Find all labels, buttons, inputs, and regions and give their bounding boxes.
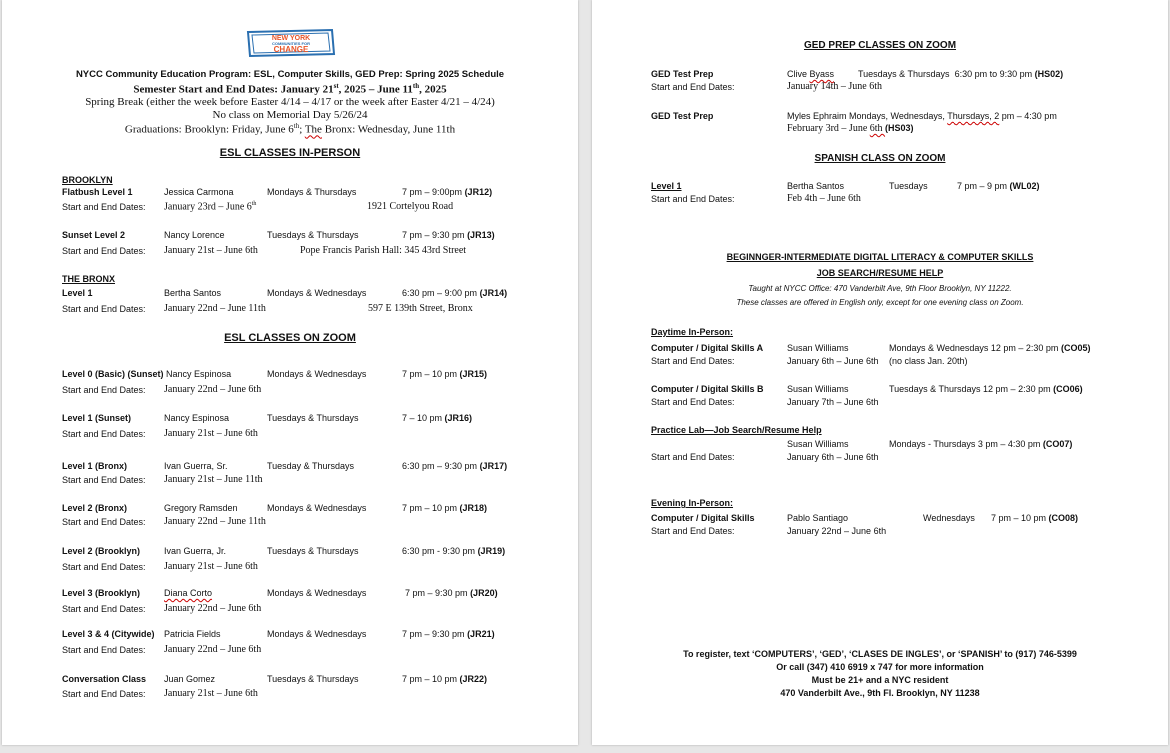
- class-days: Mondays & Wednesdays: [267, 629, 367, 639]
- memorial-day-note: No class on Memorial Day 5/26/24: [212, 109, 368, 121]
- teacher-name: Clive Byass: [787, 69, 835, 79]
- semester-dates: Semester Start and End Dates: January 21st, 2025 – June 11th, 2025: [133, 82, 447, 96]
- dates-label: Start and End Dates:: [62, 562, 146, 572]
- class-days: Tuesdays: [889, 181, 928, 191]
- dates-label: Start and End Dates:: [651, 194, 735, 204]
- class-name: Level 1: [62, 288, 93, 298]
- class-name: GED Test Prep: [651, 111, 714, 121]
- nycc-logo: [246, 28, 336, 58]
- class-dates: January 21st – June 6th: [164, 561, 258, 572]
- bronx-heading: THE BRONX: [62, 274, 116, 284]
- class-days: Mondays - Thursdays 3 pm – 4:30 pm (CO07): [889, 439, 1073, 449]
- class-time: 7 pm – 10 pm (JR22): [402, 674, 488, 684]
- class-dates: January 6th – June 6th: [787, 452, 879, 462]
- dates-label: Start and End Dates:: [62, 385, 146, 395]
- teacher-name: Ivan Guerra, Jr.: [164, 546, 227, 556]
- class-days: Mondays & Wednesdays 12 pm – 2:30 pm (CO05): [889, 343, 1091, 353]
- class-days: Wednesdays: [923, 513, 975, 523]
- class-time: 6:30 pm – 9:00 pm (JR14): [402, 288, 508, 298]
- class-name: Conversation Class: [62, 674, 147, 684]
- class-location: 1921 Cortelyou Road: [367, 201, 454, 212]
- class-days: Tuesdays & Thursdays 12 pm – 2:30 pm (CO06): [889, 384, 1083, 394]
- teacher-name: Bertha Santos: [164, 288, 222, 298]
- dates-label: Start and End Dates:: [62, 604, 146, 614]
- class-time: 7 pm – 9 pm (WL02): [957, 181, 1040, 191]
- class-dates: January 23rd – June 6th: [164, 201, 257, 213]
- class-days: Mondays & Thursdays: [267, 187, 357, 197]
- document-title: NYCC Community Education Program: ESL, Computer Skills, GED Prep: Spring 2025 Schedule: [75, 69, 505, 80]
- logo-line-1: NEW YORK: [271, 35, 311, 42]
- class-name: Computer / Digital Skills: [651, 513, 755, 523]
- class-name: Flatbush Level 1: [62, 187, 133, 197]
- class-name: GED Test Prep: [651, 69, 714, 79]
- register-line: To register, text ‘COMPUTERS’, ‘GED’, ‘CLASES DE INGLES’, or ‘SPANISH’ to (917) 746-5399: [683, 649, 1077, 659]
- office-note: Taught at NYCC Office: 470 Vanderbilt Ave, 9th Floor Brooklyn, NY 11222.: [748, 284, 1012, 293]
- class-dates: January 22nd – June 6th: [164, 603, 262, 614]
- class-name: Level 3 (Brooklyn): [62, 588, 141, 598]
- class-dates: January 21st – June 6th: [164, 245, 258, 256]
- teacher-name: Susan Williams: [787, 439, 849, 449]
- class-dates: January 21st – June 6th: [164, 428, 258, 439]
- class-name: Computer / Digital Skills B: [651, 384, 764, 394]
- class-name: Level 1 (Bronx): [62, 461, 128, 471]
- graduations-note: Graduations: Brooklyn: Friday, June 6th; The Bronx: Wednesday, June 11th: [124, 122, 456, 136]
- teacher-name: Susan Williams: [787, 343, 849, 353]
- teacher-name: Jessica Carmona: [164, 187, 234, 197]
- dates-label: Start and End Dates:: [62, 246, 146, 256]
- logo-line-2: COMMUNITIES FOR: [272, 41, 310, 46]
- class-days: Tuesdays & Thursdays 6:30 pm to 9:30 pm (HS02): [858, 69, 1064, 79]
- class-time: 7 pm – 10 pm (JR15): [402, 369, 488, 379]
- class-dates: January 21st – June 6th: [164, 688, 258, 699]
- class-dates: January 22nd – June 11th: [164, 516, 266, 527]
- class-dates: January 6th – June 6th: [787, 356, 879, 366]
- class-name: Level 2 (Brooklyn): [62, 546, 141, 556]
- class-days: Mondays & Wednesdays: [267, 369, 367, 379]
- class-dates: January 21st – June 11th: [164, 474, 263, 485]
- dates-label: Start and End Dates:: [62, 689, 146, 699]
- esl-in-person-heading: ESL CLASSES IN-PERSON: [219, 147, 361, 159]
- dates-label: Start and End Dates:: [62, 429, 146, 439]
- digital-heading: BEGINNGER-INTERMEDIATE DIGITAL LITERACY & COMPUTER SKILLS: [726, 252, 1034, 262]
- brooklyn-heading: BROOKLYN: [62, 175, 113, 185]
- daytime-heading: Daytime In-Person:: [651, 327, 734, 337]
- class-dates: January 14th – June 6th: [787, 81, 882, 92]
- teacher-name: Nancy Lorence: [164, 230, 225, 240]
- job-search-heading: JOB SEARCH/RESUME HELP: [816, 268, 944, 278]
- eligibility-line: Must be 21+ and a NYC resident: [811, 675, 949, 685]
- class-time: 7 pm – 10 pm (CO08): [991, 513, 1079, 523]
- teacher-name: Pablo Santiago: [787, 513, 849, 523]
- class-days: Mondays & Wednesdays: [267, 503, 367, 513]
- teacher-name: Susan Williams: [787, 384, 849, 394]
- class-days: Tuesday & Thursdays: [267, 461, 355, 471]
- dates-label: Start and End Dates:: [62, 475, 146, 485]
- class-time: 7 pm – 9:00pm (JR12): [402, 187, 493, 197]
- call-line: Or call (347) 410 6919 x 747 for more information: [776, 662, 984, 672]
- dates-label: Start and End Dates:: [62, 202, 146, 212]
- teacher-days: Myles Ephraim Mondays, Wednesdays, Thursdays, 2 pm – 4:30 pm: [787, 111, 1057, 121]
- class-dates: January 22nd – June 6th: [164, 644, 262, 655]
- class-time: 6:30 pm - 9:30 pm (JR19): [402, 546, 506, 556]
- class-name: Sunset Level 2: [62, 230, 126, 240]
- class-days: Tuesdays & Thursdays: [267, 413, 359, 423]
- dates-label: Start and End Dates:: [651, 452, 735, 462]
- class-name: Level 3 & 4 (Citywide): [62, 629, 155, 639]
- page-left: [2, 0, 578, 745]
- teacher-name: Patricia Fields: [164, 629, 221, 639]
- dates-label: Start and End Dates:: [62, 517, 146, 527]
- class-days: Tuesdays & Thursdays: [267, 546, 359, 556]
- address-line: 470 Vanderbilt Ave., 9th Fl. Brooklyn, NY 11238: [780, 688, 980, 698]
- class-days: Mondays & Wednesdays: [267, 288, 367, 298]
- class-location: Pope Francis Parish Hall: 345 43rd Street: [300, 245, 467, 256]
- dates-label: Start and End Dates:: [62, 645, 146, 655]
- teacher-name: Juan Gomez: [164, 674, 216, 684]
- class-dates: February 3rd – June 6th (HS03): [787, 123, 914, 134]
- teacher-name: Bertha Santos: [787, 181, 845, 191]
- class-time: 7 pm – 9:30 pm (JR21): [402, 629, 495, 639]
- spanish-heading: SPANISH CLASS ON ZOOM: [814, 153, 946, 164]
- class-dates: January 22nd – June 6th: [787, 526, 887, 536]
- dates-label: Start and End Dates:: [651, 526, 735, 536]
- class-name: Level 0 (Basic) (Sunset) Nancy Espinosa: [62, 369, 232, 379]
- evening-heading: Evening In-Person:: [651, 498, 734, 508]
- class-note: (no class Jan. 20th): [889, 356, 968, 366]
- class-days: Tuesdays & Thursdays: [267, 674, 359, 684]
- class-time: 7 pm – 10 pm (JR18): [402, 503, 488, 513]
- class-location: 597 E 139th Street, Bronx: [368, 303, 473, 314]
- language-note: These classes are offered in English only, except for one evening class on Zoom.: [736, 298, 1024, 307]
- class-dates: January 22nd – June 6th: [164, 384, 262, 395]
- dates-label: Start and End Dates:: [651, 82, 735, 92]
- class-time: 7 pm – 9:30 pm (JR20): [405, 588, 498, 598]
- class-time: 7 pm – 9:30 pm (JR13): [402, 230, 495, 240]
- teacher-name: Nancy Espinosa: [164, 413, 230, 423]
- esl-zoom-heading: ESL CLASSES ON ZOOM: [224, 332, 356, 344]
- page-right: [592, 0, 1168, 745]
- class-time: 6:30 pm – 9:30 pm (JR17): [402, 461, 508, 471]
- class-name: Level 1 (Sunset): [62, 413, 132, 423]
- teacher-name: Diana Corto: [164, 588, 213, 598]
- teacher-name: Gregory Ramsden: [164, 503, 238, 513]
- class-dates: January 22nd – June 11th: [164, 303, 266, 314]
- class-days: Tuesdays & Thursdays: [267, 230, 359, 240]
- class-time: 7 – 10 pm (JR16): [402, 413, 473, 423]
- class-name: Computer / Digital Skills A: [651, 343, 764, 353]
- class-name: Level 1: [651, 181, 682, 191]
- dates-label: Start and End Dates:: [651, 356, 735, 366]
- teacher-name: Ivan Guerra, Sr.: [164, 461, 228, 471]
- class-days: Mondays & Wednesdays: [267, 588, 367, 598]
- dates-label: Start and End Dates:: [651, 397, 735, 407]
- logo-line-3: CHANGE: [273, 45, 309, 54]
- class-name: Practice Lab—Job Search/Resume Help: [651, 425, 822, 435]
- class-dates: January 7th – June 6th: [787, 397, 879, 407]
- ged-heading: GED PREP CLASSES ON ZOOM: [803, 40, 957, 51]
- class-dates: Feb 4th – June 6th: [787, 193, 861, 204]
- spring-break-note: Spring Break (either the week before Easter 4/14 – 4/17 or the week after Easter 4/21 – 4/24): [85, 96, 495, 108]
- dates-label: Start and End Dates:: [62, 304, 146, 314]
- class-name: Level 2 (Bronx): [62, 503, 128, 513]
